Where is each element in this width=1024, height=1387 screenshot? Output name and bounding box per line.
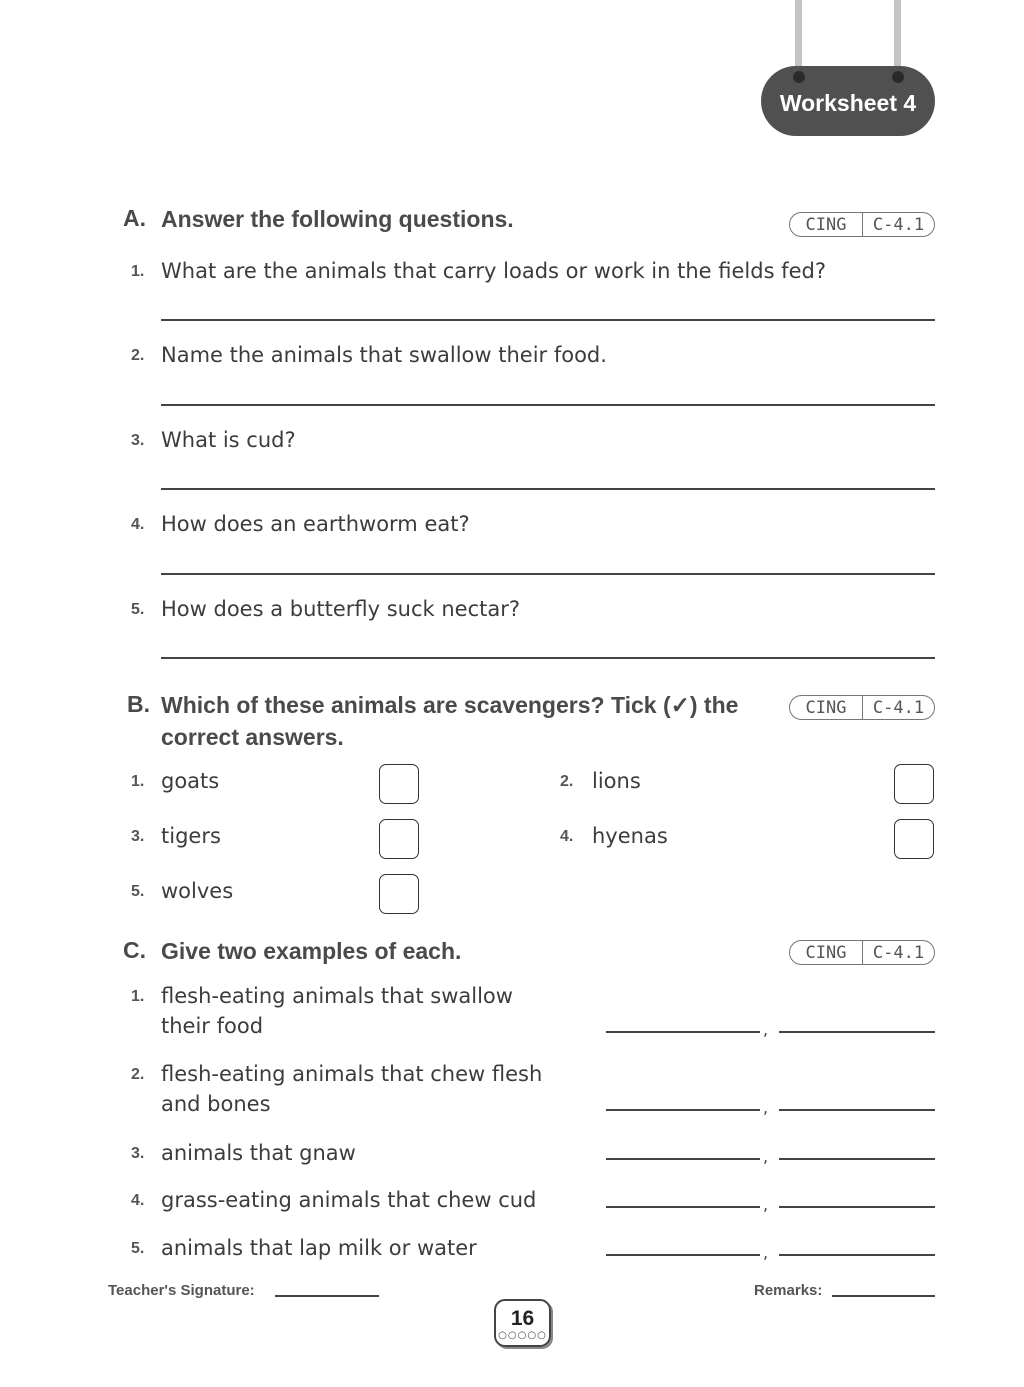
remarks-line[interactable] [832, 1295, 935, 1297]
example-blank-1[interactable] [606, 1254, 760, 1256]
page-number-badge [494, 1299, 551, 1347]
item-text-line1: flesh-eating animals that chew flesh [161, 1062, 543, 1086]
section-a-title: Answer the following questions. [161, 206, 514, 232]
question-text: How does an earthworm eat? [161, 512, 470, 536]
remarks-label: Remarks: [754, 1282, 823, 1299]
option-text: lions [592, 769, 641, 793]
item-text-line1: grass-eating animals that chew cud [161, 1188, 537, 1212]
question-number: 1. [131, 263, 145, 280]
item-number: 2. [131, 1066, 145, 1083]
option-number: 3. [131, 828, 145, 845]
question-number: 4. [131, 516, 145, 533]
example-blank-2[interactable] [779, 1109, 935, 1111]
section-b-letter: B. [127, 691, 150, 717]
tag-hanger-left [795, 0, 802, 76]
example-blank-1[interactable] [606, 1158, 760, 1160]
item-number: 1. [131, 988, 145, 1005]
teacher-signature-label: Teacher's Signature: [108, 1282, 255, 1299]
tag-hanger-right [894, 0, 901, 76]
example-blank-2[interactable] [779, 1254, 935, 1256]
teacher-signature-line[interactable] [275, 1295, 379, 1297]
tick-checkbox-lions[interactable] [894, 764, 934, 804]
badge-skill: CING [790, 941, 863, 964]
item-number: 3. [131, 1145, 145, 1162]
section-b-code-badge [789, 695, 935, 720]
question-text: How does a butterfly suck nectar? [161, 597, 521, 621]
option-number: 4. [560, 828, 574, 845]
option-text: wolves [161, 879, 234, 903]
comma: , [763, 1098, 769, 1117]
badge-code: C-4.1 [872, 214, 925, 235]
comma: , [763, 1243, 769, 1262]
answer-line[interactable] [161, 573, 935, 575]
question-text: Name the animals that swallow their food. [161, 343, 607, 367]
worksheet-tag-label: Worksheet 4 [779, 89, 917, 116]
option-number: 1. [131, 773, 145, 790]
item-text-line1: flesh-eating animals that swallow [161, 984, 513, 1008]
section-c-code-badge [789, 940, 935, 965]
badge-code: C-4.1 [872, 697, 925, 718]
comma: , [763, 1195, 769, 1214]
question-number: 2. [131, 347, 145, 364]
tag-ring-left [793, 71, 805, 83]
worksheet-tag [761, 66, 935, 136]
answer-line[interactable] [161, 657, 935, 659]
item-text-line1: animals that gnaw [161, 1141, 356, 1165]
page-dots: ○○○○○ [498, 1330, 547, 1341]
example-blank-2[interactable] [779, 1206, 935, 1208]
badge-code: C-4.1 [872, 942, 925, 963]
tick-checkbox-wolves[interactable] [379, 874, 419, 914]
tag-ring-right [892, 71, 904, 83]
item-number: 4. [131, 1192, 145, 1209]
item-text-line2: their food [161, 1014, 264, 1038]
section-a-letter: A. [123, 205, 146, 231]
example-blank-1[interactable] [606, 1206, 760, 1208]
section-b-title-line2: correct answers. [161, 724, 344, 750]
page-number: 16 [510, 1307, 535, 1330]
option-number: 5. [131, 883, 145, 900]
tick-checkbox-goats[interactable] [379, 764, 419, 804]
item-text-line1: animals that lap milk or water [161, 1236, 477, 1260]
comma: , [763, 1147, 769, 1166]
question-text: What are the animals that carry loads or work in the fields fed? [161, 259, 826, 283]
answer-line[interactable] [161, 404, 935, 406]
section-a-code-badge [789, 212, 935, 237]
option-number: 2. [560, 773, 574, 790]
section-b-title-line1: Which of these animals are scavengers? Tick (✓) the [161, 692, 739, 718]
option-text: goats [161, 769, 220, 793]
section-c-title: Give two examples of each. [161, 938, 462, 964]
option-text: hyenas [592, 824, 668, 848]
question-text: What is cud? [161, 428, 296, 452]
tick-checkbox-tigers[interactable] [379, 819, 419, 859]
example-blank-2[interactable] [779, 1031, 935, 1033]
question-number: 3. [131, 432, 145, 449]
answer-line[interactable] [161, 488, 935, 490]
example-blank-2[interactable] [779, 1158, 935, 1160]
item-number: 5. [131, 1240, 145, 1257]
badge-skill: CING [790, 696, 863, 719]
example-blank-1[interactable] [606, 1031, 760, 1033]
option-text: tigers [161, 824, 221, 848]
answer-line[interactable] [161, 319, 935, 321]
section-c-letter: C. [123, 937, 146, 963]
tick-checkbox-hyenas[interactable] [894, 819, 934, 859]
badge-skill: CING [790, 213, 863, 236]
item-text-line2: and bones [161, 1092, 271, 1116]
comma: , [763, 1020, 769, 1039]
question-number: 5. [131, 601, 145, 618]
example-blank-1[interactable] [606, 1109, 760, 1111]
